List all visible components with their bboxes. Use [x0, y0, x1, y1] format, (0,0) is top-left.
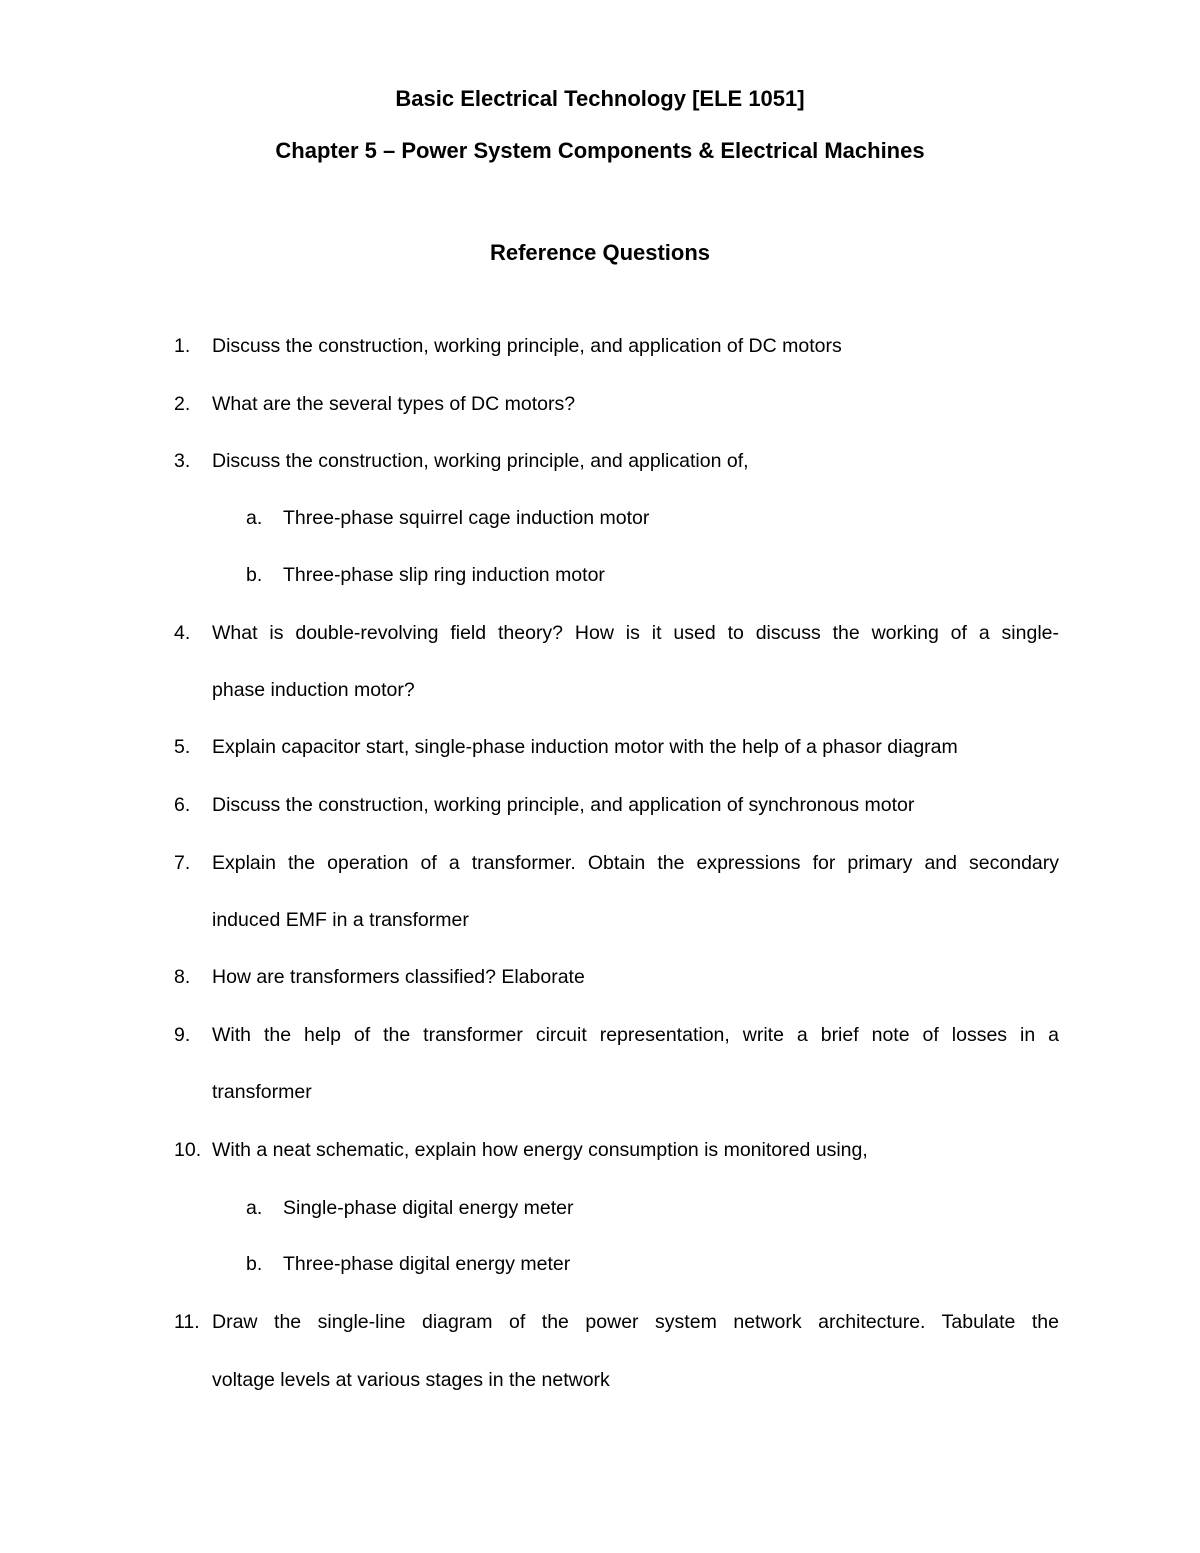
question-text: With a neat schematic, explain how energy consumption is monitored using,: [212, 1139, 868, 1161]
question-number: 10.: [174, 1139, 202, 1161]
chapter-title: Chapter 5 – Power System Components & Electrical Machines: [275, 138, 925, 163]
sub-question-letter: b.: [246, 1253, 263, 1275]
question-number: 9.: [174, 1024, 191, 1046]
sub-question-letter: a.: [246, 507, 263, 529]
sub-question-letter: b.: [246, 564, 263, 586]
sub-question-text: Three-phase squirrel cage induction motor: [283, 507, 650, 529]
question-text: With the help of the transformer circuit representation, write a brief note of losses in a: [212, 1024, 1059, 1046]
sub-question-text: Three-phase slip ring induction motor: [283, 564, 605, 586]
question-text: Discuss the construction, working principle, and application of synchronous motor: [212, 794, 915, 816]
course-title: Basic Electrical Technology [ELE 1051]: [395, 86, 805, 111]
question-number: 4.: [174, 622, 191, 644]
question-number: 5.: [174, 736, 191, 758]
question-text: Discuss the construction, working principle, and application of,: [212, 450, 749, 472]
question-text: Discuss the construction, working principle, and application of DC motors: [212, 335, 842, 357]
question-text: transformer: [212, 1081, 312, 1103]
question-text: induced EMF in a transformer: [212, 909, 469, 931]
question-text: What is double-revolving field theory? How is it used to discuss the working of a single-: [212, 622, 1059, 644]
sub-question-text: Three-phase digital energy meter: [283, 1253, 571, 1275]
question-number: 6.: [174, 794, 191, 816]
question-text: What are the several types of DC motors?: [212, 393, 576, 415]
question-number: 2.: [174, 393, 191, 415]
question-text: How are transformers classified? Elaborate: [212, 966, 585, 988]
question-text: Draw the single-line diagram of the power system network architecture. Tabulate the: [212, 1311, 1059, 1333]
sub-question-text: Single-phase digital energy meter: [283, 1197, 574, 1219]
question-text: voltage levels at various stages in the network: [212, 1369, 610, 1391]
question-text: Explain the operation of a transformer. Obtain the expressions for primary and secondary: [212, 852, 1059, 874]
question-text: phase induction motor?: [212, 679, 415, 701]
question-number: 7.: [174, 852, 191, 874]
question-text: Explain capacitor start, single-phase induction motor with the help of a phasor diagram: [212, 736, 958, 758]
question-number: 3.: [174, 450, 191, 472]
question-number: 8.: [174, 966, 191, 988]
section-title: Reference Questions: [489, 240, 711, 265]
question-number: 1.: [174, 335, 191, 357]
question-number: 11.: [174, 1311, 200, 1333]
sub-question-letter: a.: [246, 1197, 263, 1219]
